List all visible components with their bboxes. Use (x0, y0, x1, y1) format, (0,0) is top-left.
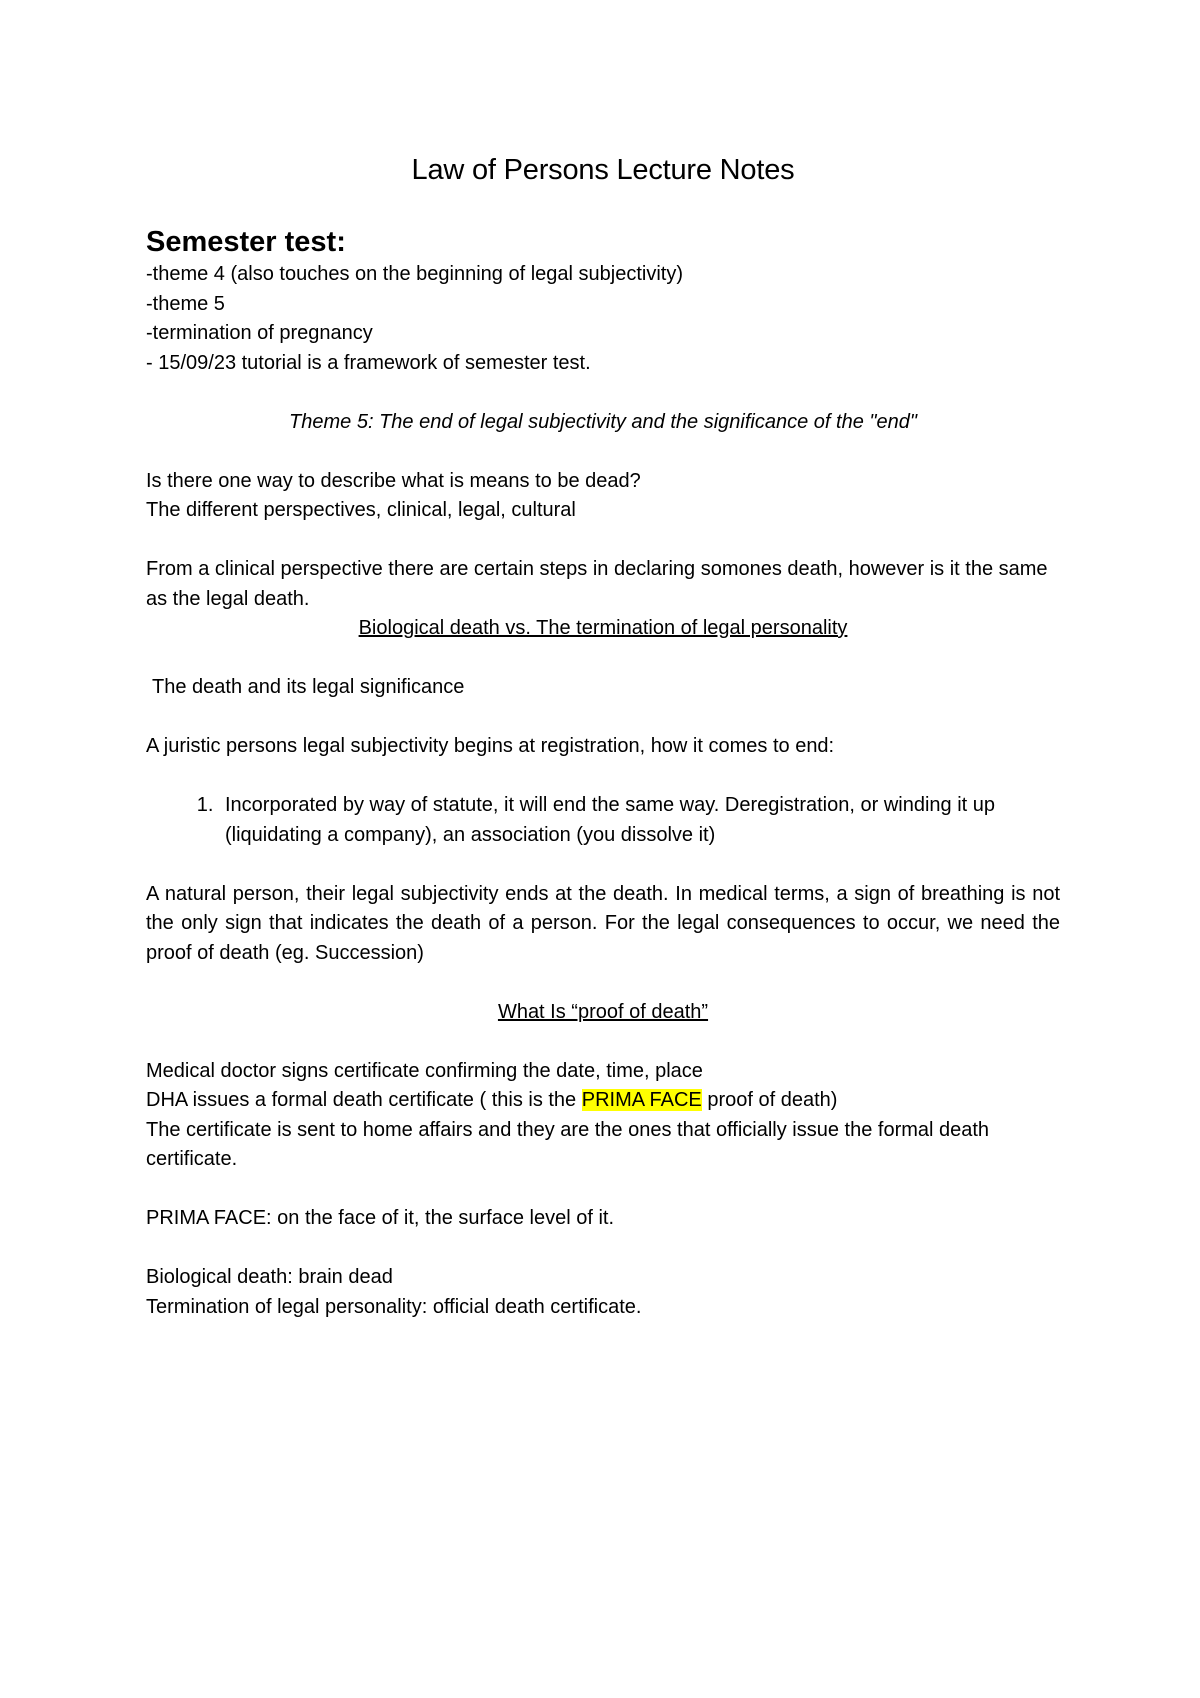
semester-item-3: -termination of pregnancy (146, 322, 373, 344)
document-content (146, 150, 1060, 1322)
spacer (146, 850, 1060, 880)
theme5-title: Theme 5: The end of legal subjectivity and the significance of the "end" (289, 410, 917, 433)
spacer (146, 1027, 1060, 1057)
prima-face-definition: PRIMA FACE: on the face of it, the surface level of it. (146, 1207, 614, 1229)
spacer (146, 968, 1060, 998)
proof-heading: What Is “proof of death” (497, 1000, 709, 1023)
spacer (146, 437, 1060, 467)
spacer (146, 1175, 1060, 1205)
summary-line-2: Termination of legal personality: official death certificate. (146, 1295, 642, 1318)
clinical-paragraph: From a clinical perspective there are certain steps in declaring somones death, however is it the same as the legal death. (146, 558, 1048, 610)
spacer (146, 703, 1060, 733)
dead-question: Is there one way to describe what is means to be dead? (146, 469, 641, 492)
summary-line-1: Biological death: brain dead (146, 1266, 393, 1288)
juristic-intro: A juristic persons legal subjectivity begins at registration, how it comes to end: (146, 735, 835, 757)
proof-line-2-before: DHA issues a formal death certificate ( this is the (146, 1089, 582, 1111)
semester-item-4: - 15/09/23 tutorial is a framework of semester test. (146, 351, 591, 374)
proof-line-2 (146, 1086, 1060, 1116)
biological-vs-heading: Biological death vs. The termination of legal personality (358, 617, 848, 639)
death-significance: The death and its legal significance (152, 676, 465, 698)
spacer (146, 762, 1060, 792)
proof-line-2-after: proof of death) (701, 1089, 838, 1111)
spacer (146, 1234, 1060, 1264)
perspectives-line: The different perspectives, clinical, legal, cultural (146, 499, 576, 521)
proof-line-1: Medical doctor signs certificate confirming the date, time, place (146, 1059, 703, 1082)
page-title: Law of Persons Lecture Notes (411, 154, 795, 186)
natural-person-paragraph: A natural person, their legal subjectivity ends at the death. In medical terms, a sign of breathing is not the only sign that indicates the death of a person. For the legal consequences to occur, we need the proof of death (eg. Succession) (146, 882, 1060, 964)
semester-item-2: -theme 5 (146, 292, 225, 315)
spacer (146, 378, 1060, 408)
semester-test-heading: Semester test: (146, 226, 346, 258)
spacer (146, 526, 1060, 556)
proof-line-3: The certificate is sent to home affairs and they are the ones that officially issue the formal death certificate. (146, 1118, 990, 1170)
list-item: 1. Incorporated by way of statute, it will end the same way. Deregistration, or winding it up (liquidating a company), an association (you dissolve it) (219, 791, 1060, 850)
prima-face-highlight: PRIMA FACE (581, 1089, 702, 1111)
spacer (146, 644, 1060, 674)
numbered-list (146, 791, 1060, 850)
semester-item-1: -theme 4 (also touches on the beginning of legal subjectivity) (146, 263, 683, 285)
